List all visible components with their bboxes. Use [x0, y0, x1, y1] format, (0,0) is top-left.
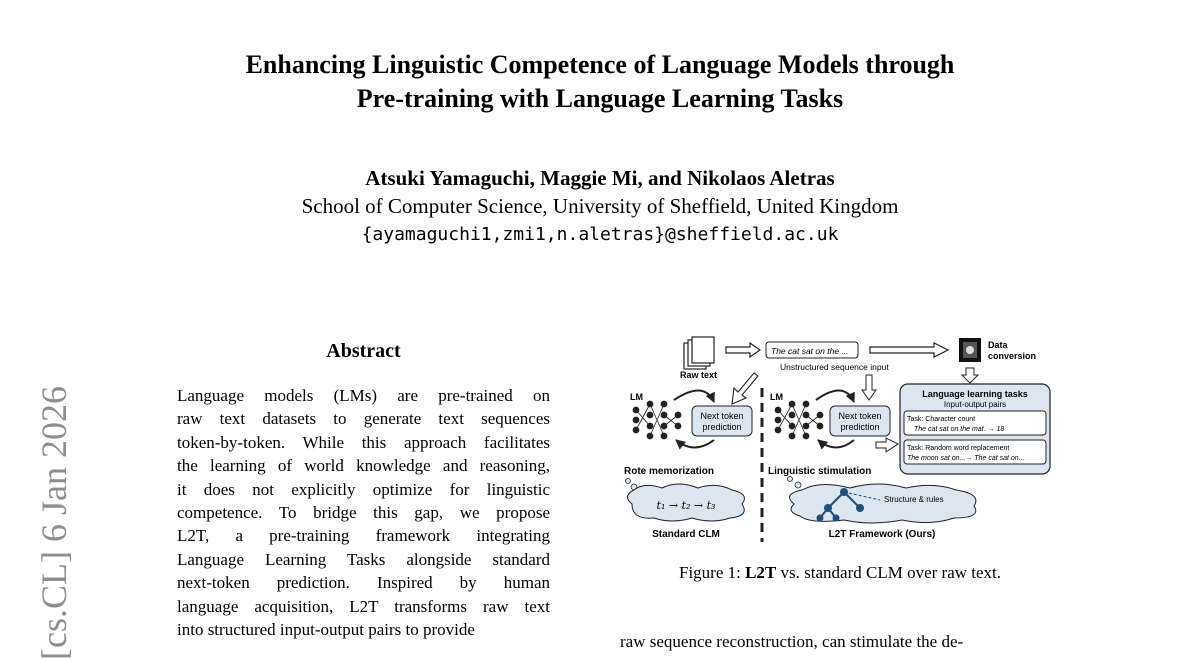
- chip-icon: [959, 338, 981, 362]
- abstract-line: it does not explicitly optimize for linguistic: [177, 479, 550, 499]
- hollow-arrow-icon: [870, 343, 948, 357]
- body-text-partial: raw sequence reconstruction, can stimulate the de-: [620, 632, 964, 651]
- next-token-label: Next token: [838, 411, 882, 421]
- abstract-line: token-by-token. While this approach facilitates: [177, 432, 550, 452]
- next-token-label: Next token: [700, 411, 744, 421]
- document-stack-icon: [684, 337, 714, 369]
- abstract-line: next-token prediction. Inspired by human: [177, 573, 550, 593]
- affiliation: School of Computer Science, University of Sheffield, United Kingdom: [301, 194, 899, 218]
- down-arrow-icon: [962, 368, 978, 383]
- lm-left-label: LM: [630, 392, 643, 402]
- paper-title: [0, 48, 1200, 116]
- figure-1: [614, 330, 1066, 548]
- task-label: Task: Random word replacement: [907, 445, 1010, 452]
- data-conversion-label-1: Data: [988, 340, 1008, 350]
- caption-bold: L2T: [745, 563, 777, 582]
- task-example: The moon sat on...→ The cat sat on...: [907, 455, 1025, 462]
- llt-title: Language learning tasks: [922, 389, 1028, 399]
- token-chain: t₁ → t₂ → t₃: [656, 499, 716, 512]
- left-arrow-icon: [876, 438, 898, 452]
- hollow-arrow-icon: [732, 373, 758, 404]
- caption-prefix: Figure 1:: [678, 563, 746, 582]
- next-token-label: prediction: [702, 422, 742, 432]
- llt-subtitle: Input-output pairs: [943, 400, 1007, 409]
- structure-rules-label: Structure & rules: [884, 495, 944, 504]
- title-line-2: Pre-training with Language Learning Tasks: [356, 84, 844, 113]
- task-example: The cat sat on the mat. → 18: [914, 426, 1005, 433]
- authors: Atsuki Yamaguchi, Maggie Mi, and Nikolaos Aletras: [365, 166, 835, 190]
- abstract-line: the learning of world knowledge and reasoning,: [177, 456, 550, 476]
- abstract-line: raw text datasets to generate text sequences: [177, 409, 550, 429]
- abstract-line: L2T, a pre-training framework integrating: [177, 526, 550, 546]
- figure-diagram: [614, 330, 1066, 548]
- sample-text: The cat sat on the ...: [771, 346, 849, 356]
- email[interactable]: {ayamaguchi1,zmi1,n.aletras}@sheffield.ac.uk: [361, 224, 839, 245]
- next-token-label: prediction: [840, 422, 880, 432]
- data-conversion-label-2: conversion: [988, 351, 1037, 361]
- lm-right-label: LM: [770, 392, 783, 402]
- arxiv-stamp: [cs.CL] 6 Jan 2026: [34, 386, 74, 660]
- figure-caption: [614, 561, 1066, 585]
- title-line-1: Enhancing Linguistic Competence of Language Models through: [245, 50, 955, 79]
- loop-arrow-icon: [674, 390, 714, 402]
- abstract-body: [177, 384, 550, 641]
- linguistic-stimulation-label: Linguistic stimulation: [768, 466, 872, 477]
- abstract-line: into structured input-output pairs to provide: [177, 619, 475, 639]
- abstract-line: Language models (LMs) are pre-trained on: [177, 386, 550, 405]
- raw-text-label: Raw text: [680, 370, 718, 380]
- l2t-framework-label: L2T Framework (Ours): [828, 529, 936, 540]
- thought-cloud-right: [788, 477, 976, 524]
- standard-clm-label: Standard CLM: [652, 529, 720, 540]
- abstract-line: language acquisition, L2T transforms raw text: [177, 596, 550, 616]
- hollow-arrow-icon: [726, 343, 760, 357]
- neural-network-icon: [633, 401, 681, 439]
- abstract-heading: Abstract: [326, 340, 401, 362]
- down-arrow-icon: [862, 375, 876, 400]
- loop-arrow-icon: [818, 440, 854, 448]
- neural-network-icon: [775, 401, 823, 439]
- unstructured-label: Unstructured sequence input: [780, 362, 889, 372]
- abstract-line: competence. To bridge this gap, we propose: [177, 502, 550, 522]
- abstract-line: Language Learning Tasks alongside standard: [177, 549, 550, 569]
- rote-memorization-label: Rote memorization: [624, 466, 715, 477]
- loop-arrow-icon: [676, 440, 714, 448]
- task-label: Task: Character count: [907, 416, 976, 423]
- loop-arrow-icon: [816, 390, 854, 402]
- caption-rest: vs. standard CLM over raw text.: [776, 563, 1002, 582]
